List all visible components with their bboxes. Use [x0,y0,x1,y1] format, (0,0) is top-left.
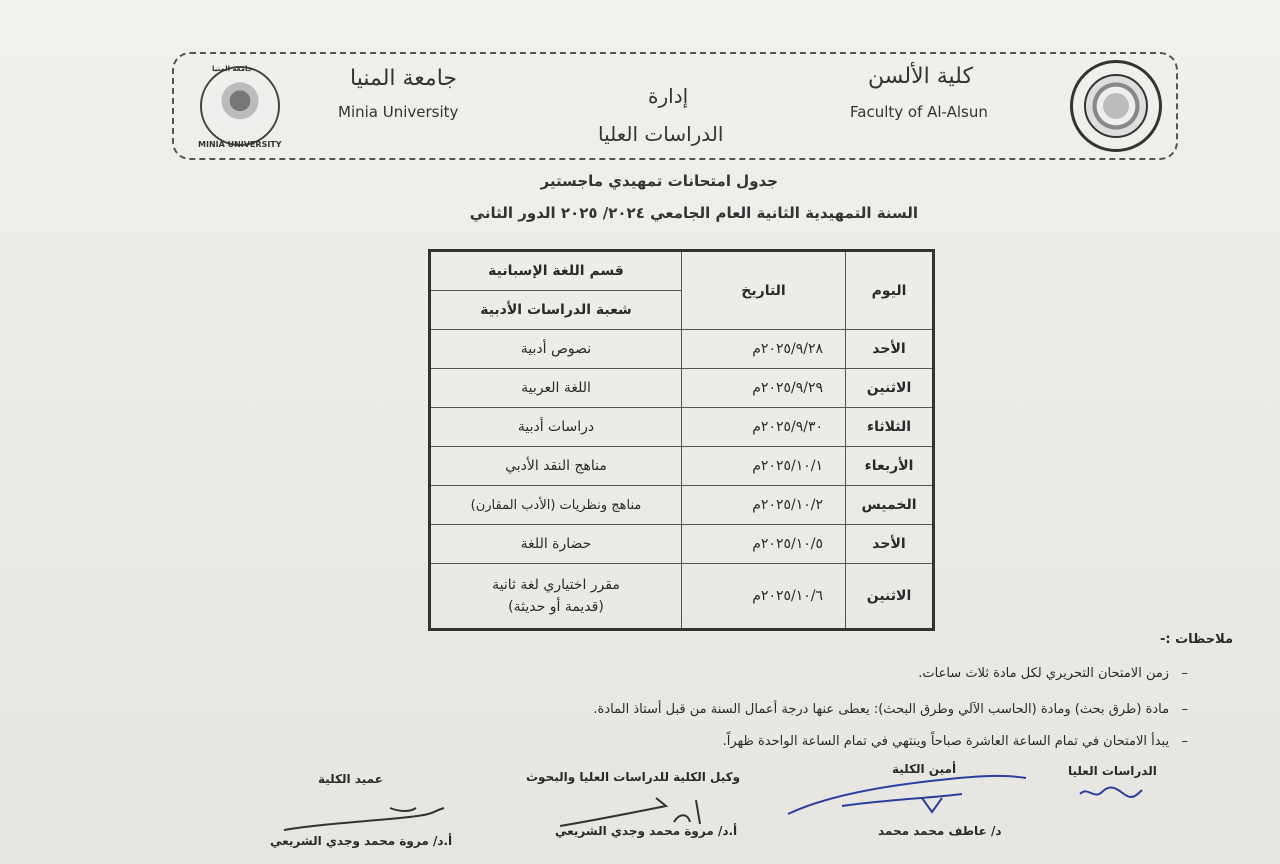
row-date: ٢٠٢٥/١٠/٦م [682,564,846,630]
minia-university-logo [200,66,280,146]
note-text: يبدأ الامتحان في تمام الساعة العاشرة صباحاً وينتهي في تمام الساعة الواحدة ظهراً. [722,734,1170,749]
row-subject: مناهج ونظريات (الأدب المقارن) [430,486,682,525]
row-date: ٢٠٢٥/٩/٢٨م [682,330,846,369]
header-day: اليوم [846,251,934,330]
minia-university-english: Minia University [338,103,459,121]
faculty-arabic: كلية الألسن [868,64,973,89]
header-branch: شعبة الدراسات الأدبية [430,291,682,330]
table-row [430,486,934,525]
note-item: – مادة (طرق بحث) ومادة (الحاسب الآلي وطرق البحث): يعطى عنها درجة أعمال السنة من قبل أستاذ المادة. [593,702,1188,717]
row-day: الاثنين [846,369,934,408]
left-seal-caption: MINIA UNIVERSITY [198,140,282,149]
note-item: – زمن الامتحان التحريري لكل مادة ثلاث ساعات. [918,666,1188,681]
row-subject: حضارة اللغة [430,525,682,564]
dean-title: عميد الكلية [318,772,383,786]
faculty-english: Faculty of Al-Alsun [850,103,988,121]
dean-name: أ.د/ مروة محمد وجدي الشريعي [270,834,453,848]
vice-dean-signature [556,792,726,832]
note-text: مادة (طرق بحث) ومادة (الحاسب الآلي وطرق البحث): يعطى عنها درجة أعمال السنة من قبل أستاذ المادة. [593,702,1170,717]
header-department: قسم اللغة الإسبانية [430,251,682,291]
secretary-signature [782,768,1032,824]
row-date: ٢٠٢٥/١٠/١م [682,447,846,486]
row-subject: نصوص أدبية [430,330,682,369]
row-day: الثلاثاء [846,408,934,447]
row-day: الأربعاء [846,447,934,486]
row-day: الأحد [846,330,934,369]
row-subject: دراسات أدبية [430,408,682,447]
exam-schedule-table [428,249,935,631]
table-row [430,369,934,408]
dean-signature [280,800,450,836]
row-date: ٢٠٢٥/١٠/٥م [682,525,846,564]
vice-dean-title: وكيل الكلية للدراسات العليا والبحوث [526,770,741,784]
row-subject: مقرر اختياري لغة ثانية (قديمة أو حديثة) [430,564,682,630]
document-title: جدول امتحانات تمهيدي ماجستير [540,172,778,190]
grad-studies-signatory: الدراسات العليا [1068,764,1157,778]
note-item: – يبدأ الامتحان في تمام الساعة العاشرة صباحاً وينتهي في تمام الساعة الواحدة ظهراً. [722,734,1188,749]
vice-dean-name: أ.د/ مروة محمد وجدي الشريعي [555,824,738,838]
header-date: التاريخ [682,251,846,330]
row-day: الاثنين [846,564,934,630]
row-day: الخميس [846,486,934,525]
secretary-name: د/ عاطف محمد محمد [878,824,1002,838]
notes-title: ملاحظات :- [1160,632,1234,647]
administration-label: إدارة [648,84,689,108]
row-day: الأحد [846,525,934,564]
row-date: ٢٠٢٥/٩/٣٠م [682,408,846,447]
minia-university-arabic: جامعة المنيا [350,66,458,91]
table-row [430,447,934,486]
note-text: زمن الامتحان التحريري لكل مادة ثلاث ساعات. [918,666,1170,681]
schedule-rows [430,330,934,630]
left-seal-top-text: جامعة المنيا [212,65,253,73]
graduate-studies-label: الدراسات العليا [598,122,724,146]
table-header-row [430,251,934,291]
row-subject: مناهج النقد الأدبي [430,447,682,486]
row-date: ٢٠٢٥/٩/٢٩م [682,369,846,408]
row-subject: اللغة العربية [430,369,682,408]
faculty-al-alsun-logo [1070,60,1162,152]
table-row [430,330,934,369]
table-row [430,525,934,564]
grad-studies-signature [1076,780,1146,804]
document-subtitle: السنة التمهيدية الثانية العام الجامعي ٢٠٢٤/ ٢٠٢٥ الدور الثاني [469,204,918,222]
row-date: ٢٠٢٥/١٠/٢م [682,486,846,525]
table-row [430,564,934,630]
secretary-title: أمين الكلية [892,762,957,776]
table-row [430,408,934,447]
